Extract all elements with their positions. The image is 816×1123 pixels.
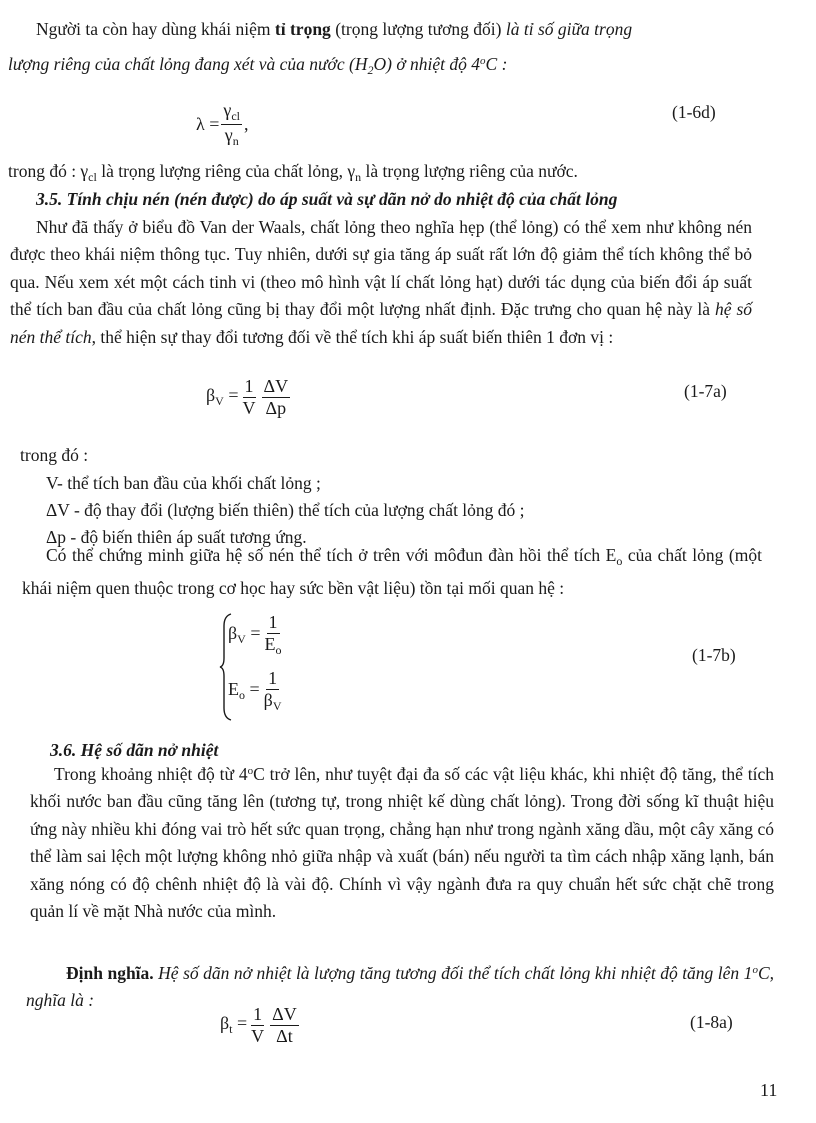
subscript: cl — [231, 109, 241, 123]
text: là trọng lượng riêng của nước. — [361, 161, 578, 181]
text: O) ở nhiệt độ 4 — [373, 54, 481, 74]
subscript: t — [229, 1022, 233, 1037]
paragraph-modulus — [22, 542, 762, 603]
fraction — [262, 376, 291, 418]
equation-number: (1-6d) — [672, 102, 716, 122]
equation-number: (1-7a) — [684, 381, 727, 401]
text: là tỉ số giữa trọng — [505, 19, 633, 39]
fraction — [241, 376, 258, 418]
text: C trở lên, như tuyệt đại đa số các vật liệu khác, khi nhiệt độ tăng, thể tích khối nước ban đầu cũng tăng lên (tương tự, trong nhiệt kế dùng chất lỏng). Trong đời sống kĩ thuật hiệu ứng này nhiều khi đóng vai trò hết sức quan trọng, chẳng hạn như trong ngành xăng dầu, một cây xăng có thể làm sai lệch một lượng không nhỏ giữa nhập và xuất (bán) nếu người ta tìm cách nhập xăng lạnh, bán xăng nóng có độ chênh nhiệt độ là vài độ. Chính vì vậy ngành đưa ra quy chuẩn hết sức chặt chẽ trong quản lí về mặt Nhà nước của mình. — [30, 764, 774, 922]
text: là trọng lượng riêng của chất lỏng, γ — [96, 161, 356, 181]
superscript: o — [480, 55, 486, 67]
denominator: Δt — [276, 1025, 293, 1046]
term: tỉ trọng — [274, 19, 331, 39]
text: Như đã thấy ở biểu đồ Van der Waals, chất lỏng theo nghĩa hẹp (thể lỏng) có thể xem như không nén được theo khái niệm thông tục. Tuy nhiên, dưới sự gia tăng áp suất rất lớn độ giảm thể tích không thể bỏ qua. Nếu xem xét một cách tinh vi (theo mô hình vật lí chất lỏng hạt) dưới tác dụng của biến đổi áp suất thể tích ban đầu của chất lỏng cũng bị thay đổi một lượng nhất định. Đặc trưng cho quan hệ này là — [10, 217, 752, 320]
paragraph-line — [8, 48, 507, 84]
section-heading-3-6: 3.6. Hệ số dãn nở nhiệt — [50, 740, 219, 760]
eq-lhs: β — [228, 622, 238, 643]
numerator: ΔV — [272, 1004, 297, 1024]
subscript: 2 — [367, 63, 374, 77]
equation-beta-v-e — [228, 612, 286, 657]
eq-lhs: β — [220, 1013, 230, 1034]
numerator: γ — [223, 100, 232, 120]
subscript: cl — [88, 170, 97, 184]
section-heading-3-5: 3.5. Tính chịu nén (nén được) do áp suất và sự dãn nở do nhiệt độ của chất lỏng — [36, 189, 618, 209]
text: của chất lỏng (một khái niệm quen thuộc trong cơ học hay sức bền vật liệu) tồn tại mối quan hệ : — [22, 545, 762, 599]
numerator: 1 — [244, 376, 254, 396]
denominator: γ — [224, 124, 233, 145]
equation-number: (1-8a) — [690, 1012, 733, 1032]
definition-label: Định nghĩa. — [66, 963, 154, 983]
eq-sign: = — [245, 678, 260, 699]
page-number: 11 — [760, 1080, 778, 1100]
superscript: o — [752, 964, 758, 976]
numerator: 1 — [268, 612, 278, 632]
denominator: E — [264, 633, 276, 654]
subscript: V — [272, 698, 282, 713]
eq-sign: = — [245, 622, 261, 643]
definition-paragraph — [26, 957, 774, 1015]
eq-sign: = — [232, 1013, 248, 1034]
paragraph-3-6 — [30, 758, 774, 925]
text: trong đó : γ — [8, 161, 89, 181]
eq-lhs: λ = — [196, 113, 220, 134]
text: C, nghĩa là : — [26, 963, 774, 1011]
denominator: V — [251, 1025, 265, 1046]
denominator: Δp — [265, 397, 287, 418]
superscript: o — [247, 765, 254, 777]
numerator: 1 — [253, 1004, 263, 1024]
where-label: trong đó : — [20, 445, 89, 465]
subscript: o — [275, 642, 282, 657]
text: Có thể chứng minh giữa hệ số nén thể tích ở trên với môđun đàn hồi thể tích E — [46, 545, 617, 565]
paragraph-line — [36, 16, 632, 43]
fraction — [262, 668, 284, 713]
subscript: o — [616, 554, 623, 568]
eq-lhs: E — [228, 678, 239, 699]
subscript: V — [237, 631, 246, 646]
text: , thể hiện sự thay đổi tương đối về thể tích khi áp suất biến thiên 1 đơn vị : — [91, 326, 614, 347]
equation-beta-t — [220, 1004, 301, 1046]
equation-lambda — [196, 100, 249, 149]
numerator: ΔV — [263, 376, 289, 396]
subscript: n — [232, 133, 239, 148]
term: hệ số nén thể tích — [10, 299, 753, 347]
fraction — [249, 1004, 266, 1046]
fraction — [221, 100, 242, 149]
paragraph-3-5 — [10, 214, 752, 351]
numerator: 1 — [268, 668, 278, 688]
eq-tail: , — [244, 113, 249, 134]
subscript: o — [239, 687, 245, 702]
eq-lhs: β — [206, 385, 216, 406]
list-item: V- thể tích ban đầu của khối chất lỏng ; — [46, 473, 321, 493]
denominator: V — [242, 397, 256, 418]
text: Hệ số dãn nở nhiệt là lượng tăng tương đối thể tích chất lỏng khi nhiệt độ tăng lên 1 — [153, 963, 753, 983]
subscript: n — [355, 170, 362, 184]
text: C : — [485, 54, 508, 74]
equation-number: (1-7b) — [692, 645, 736, 665]
text: Trong khoảng nhiệt độ từ 4 — [54, 764, 248, 784]
fraction — [263, 612, 284, 657]
subscript: V — [215, 394, 224, 409]
list-item: Δp - độ biến thiên áp suất tương ứng. — [46, 527, 307, 547]
text: lượng riêng của chất lỏng đang xét và của nước (H — [8, 54, 368, 74]
denominator: β — [263, 689, 273, 710]
list-item: ΔV - độ thay đổi (lượng biến thiên) thể tích của lượng chất lỏng đó ; — [46, 500, 525, 520]
equation-beta-v — [206, 376, 292, 418]
fraction — [270, 1004, 299, 1046]
text: (trọng lượng tương đối) — [330, 19, 506, 39]
text: Người ta còn hay dùng khái niệm — [36, 19, 275, 39]
eq-sign: = — [223, 385, 239, 406]
equation-e-beta — [228, 668, 286, 713]
